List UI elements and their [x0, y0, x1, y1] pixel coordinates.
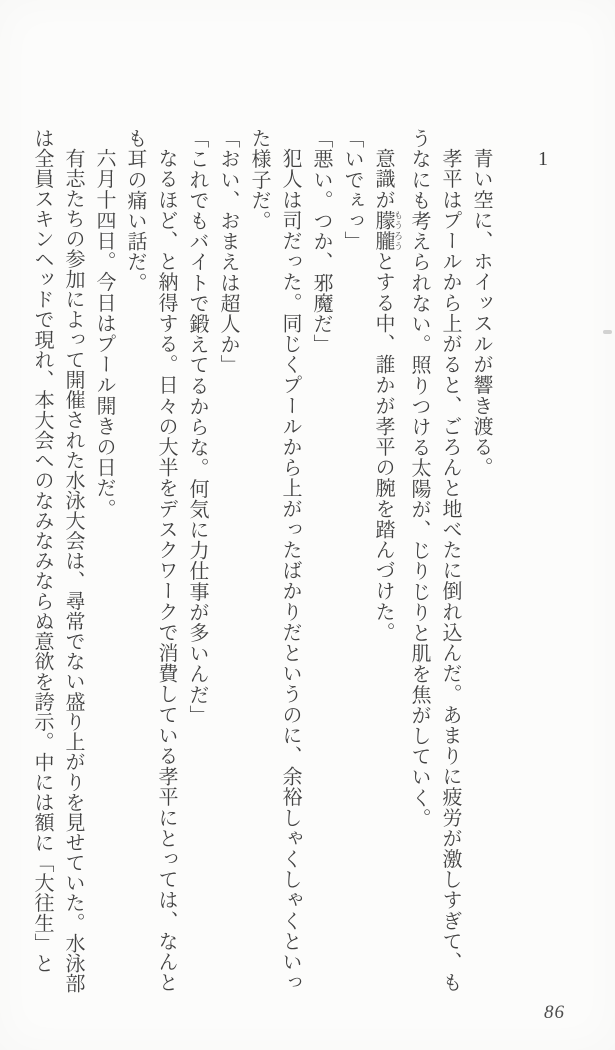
paragraph-3-with-furigana — [367, 128, 403, 994]
paragraph-9: なるほど、と納得する。日々の大半をデスクワークで消費している孝平にとっては、なんとも耳の痛い話だ。 — [124, 128, 177, 993]
chapter-number: 1 — [532, 148, 554, 171]
paragraph-7-dialogue: 「おい、おまえは超人か」 — [217, 128, 239, 376]
text-segment: 意識が — [372, 148, 394, 210]
ruby-annotation — [372, 209, 403, 252]
ruby-furigana: もうろう — [393, 209, 403, 251]
paragraph-8-dialogue: 「これでもバイトで鍛えてるからな。何気に力仕事が多いんだ」 — [186, 128, 208, 726]
ruby-base: 朦朧 — [372, 209, 394, 252]
paragraph-1: 青い空に、ホイッスルが響き渡る。 — [470, 148, 492, 478]
page-number: 86 — [544, 1002, 565, 1023]
paragraph-5-dialogue: 「悪い。つか、邪魔だ」 — [310, 128, 332, 355]
paragraph-10: 六月十四日。今日はプール開きの日だ。 — [93, 148, 115, 519]
paragraph-4-dialogue: 「いでぇっ」 — [341, 128, 363, 252]
scan-artifact — [603, 330, 612, 334]
paragraph-11: 有志たちの参加によって開催された水泳大会は、尋常でない盛り上がりを見せていた。水泳部は全員スキンヘッドで現れ、本大会へのなみなみならぬ意欲を誇示。中には額に「大往生」と — [31, 128, 84, 994]
novel-text-block — [26, 128, 558, 994]
text-segment: とする中、誰かが孝平の腕を踏んづけた。 — [372, 251, 394, 643]
paragraph-2: 孝平はプールから上がると、ごろんと地べたに倒れ込んだ。あまりに疲労が激しすぎて、もうなにも考えられない。照りつける太陽が、じりじりと肌を焦がしていく。 — [408, 128, 461, 993]
paragraph-6: 犯人は司だった。同じくプールから上がったばかりだというのに、余裕しゃくしゃくといった様子だ。 — [248, 128, 301, 993]
